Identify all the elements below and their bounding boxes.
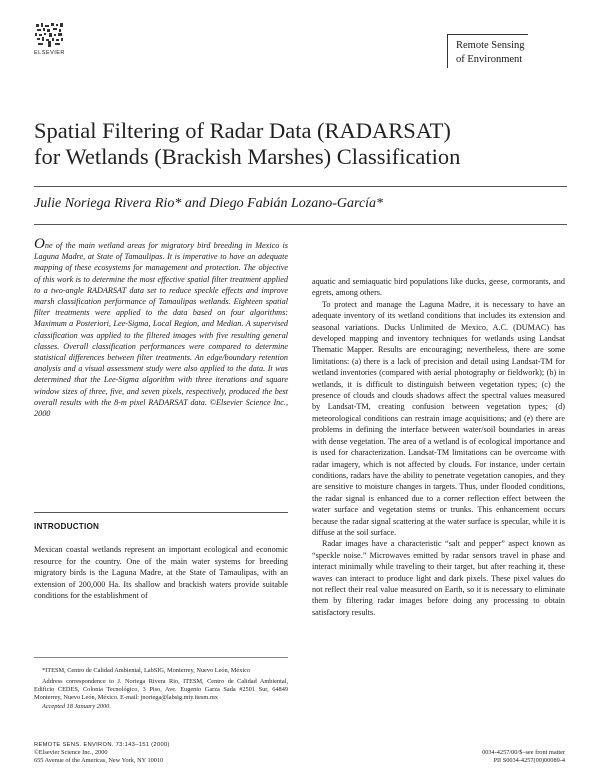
- introduction-text: Mexican coastal wetlands represent an important ecological and economic resource for the country. One of the main water systems for breeding migratory birds is the Laguna Madre, at the State of Tamaulipas, with an extension of 200,000 Ha. Its shallow and brackish waters provide suitable conditions for the establishment of: [34, 545, 288, 600]
- footnote-divider: [34, 657, 288, 658]
- article-title-line2: for Wetlands (Brackish Marshes) Classification: [34, 144, 461, 169]
- abstract-divider: [34, 512, 288, 513]
- footnote-accepted: Accepted 18 January 2000.: [42, 703, 111, 711]
- title-divider: [34, 186, 567, 187]
- right-paragraph-3: Radar images have a characteristic “salt and pepper” aspect known as “speckle noise.” Microwaves emitted by radar sensors travel in phase and interact minimally while traveling to their target, but after reaching it, these waves can interact to produce light and dark pixels. These pixel values do not reflect their real value measured on Earth, so it is necessary to eliminate them by filtering radar images before doing any processing to obtain satisfactory results.: [312, 539, 565, 617]
- copyright-line: ©Elsevier Science Inc., 2000: [34, 749, 108, 757]
- right-column: [312, 276, 565, 618]
- elsevier-tree-icon: [34, 22, 66, 48]
- author-divider: [34, 224, 567, 225]
- publisher-logo: [34, 22, 68, 56]
- abstract-text: ne of the main wetland areas for migratory bird breeding in Mexico is Laguna Madre, at State of Tamaulipas. It is imperative to have an adequate mapping of these ecosystems for management and protection. The objective of this work is to determine the most effective spatial filter treatment applied to a two-angle RADARSAT data set to reduce speckle effects and improve marsh classification performance of Tamaulipas wetlands. Eighteen spatial filter treatments were applied to the data based on four algorithms: Maximum a Posteriori, Lee-Sigma, Local Region, and Median. A supervised classification was applied to the filtered images with five resulting general classes. Overall classification performances were compared to determine statistical differences between filter treatments. An edge/boundary retention analysis and a visual assessment study were also applied to the data. It was determined that the Lee-Sigma algorithm with three iterations and square window sizes of three, five, and seven pixels, respectively, produced the best overall results with the 8-m pixel RADARSAT data. ©Elsevier Science Inc., 2000: [34, 241, 288, 419]
- footer-identifiers: [482, 749, 565, 765]
- footnotes: [34, 664, 288, 711]
- issn-line: 0034-4257/00/$–see front matter: [482, 749, 565, 756]
- article-title-line1: Spatial Filtering of Radar Data (RADARSAT): [34, 118, 451, 143]
- footer-citation: [34, 741, 170, 766]
- author-list: Julie Noriega Rivera Rio* and Diego Fabián Lozano-García*: [34, 196, 384, 211]
- right-paragraph-2: To protect and manage the Laguna Madre, it is necessary to have an adequate inventory of its wetland conditions that includes its extension and seasonal variations. Ducks Unlimited de Mexico, A.C. (DUMAC) has developed mapping and inventory techniques for wetlands using Landsat Thematic Mapper. Results are encouraging; nevertheless, there are some limitations: (a) there is a lack of precision and detail using Landsat-TM for wetland inventories (compared with aerial photography or fieldwork); (b) in wetlands, it is difficult to distinguish between vegetation types; (c) the presence of clouds and clouds shadows affect the spectral values measured by Landsat-TM, creating confusion between vegetation types; (d) meteorological conditions can restrain image acquisitions; and (e) there are problems in defining the interface between water/soil boundaries in areas with dense vegetation. The area of a wetland is of ecological importance and is used for characterization. Landsat-TM limitations can be overcome with radar imagery, which is not affected by clouds. For instance, under certain conditions, radars have the ability to penetrate vegetation canopies, and they are sensitive to moisture changes in targets. Thus, under flooded conditions, the radar signal is enhanced due to a corner reflection effect between the water surface and vegetation stems or trunks. This enhancement occurs because the radar signal scattering at the water surface is specular, while it is diffuse at the soil surface.: [312, 299, 565, 537]
- journal-title-line1: Remote Sensing: [456, 40, 525, 51]
- pii-line: PII S0034-4257(00)00089-4: [493, 757, 565, 765]
- abstract-drop-cap: O: [34, 236, 45, 252]
- section-heading-introduction: INTRODUCTION: [34, 522, 100, 531]
- publisher-name: ELSEVIER: [34, 50, 65, 56]
- journal-citation: REMOTE SENS. ENVIRON. 73:143–151 (2000): [34, 742, 170, 748]
- journal-masthead: [447, 34, 568, 68]
- publisher-address: 655 Avenue of the Americas, New York, NY 10010: [34, 757, 164, 765]
- footnote-correspondence: Address correspondence to J. Noriega Rivera Rio, ITESM, Centro de Calidad Ambiental, Edificio CEDES, Colonia Tecnológico, 3 Piso, Ave. Eugenio Garza Sada #2501 Sur, 64849 Monterrey, Nuevo León, México. E-mail: jnoriega@labsig.mty.itesm.mx: [34, 678, 288, 702]
- footnote-affiliation: *ITESM, Centro de Calidad Ambiental, LabSIG, Monterrey, Nuevo León, México: [42, 667, 251, 674]
- article-title: [34, 118, 574, 170]
- journal-title-line2: of Environment: [456, 54, 523, 65]
- abstract: [34, 236, 288, 419]
- right-paragraph-1: aquatic and semiaquatic bird populations like ducks, geese, cormorants, and egrets, among others.: [312, 277, 565, 298]
